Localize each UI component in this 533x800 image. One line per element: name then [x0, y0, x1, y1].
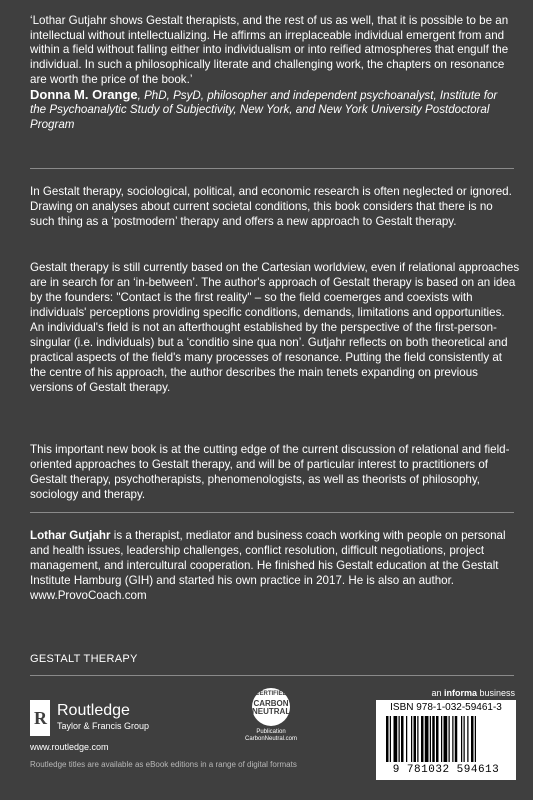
description-paragraph-1: In Gestalt therapy, sociological, political, and economic research is often neglected or ignored. Drawing on analyses about current societal conditions, this book considers that there is no such thing as a ‘postmodern’ therapy and offers a new approach to Gestalt therapy. — [30, 185, 512, 228]
isbn-number: ISBN 978-1-032-59461-3 — [390, 702, 502, 713]
ebook-note: Routledge titles are available as eBook editions in a range of digital formats — [30, 760, 297, 769]
section-divider — [30, 512, 514, 513]
description-paragraph-3: This important new book is at the cutting edge of the current discussion of relational and field-oriented approaches to Gestalt therapy, and will be of particular interest to practitioners of Gestalt therapy, psychotherapists, phenomenologists, as well as theorists of philosophy, sociology and therapy. — [30, 443, 510, 501]
endorsement-blurb — [30, 14, 514, 133]
subject-category: GESTALT THERAPY — [30, 653, 138, 665]
author-bio-text: is a therapist, mediator and business coach working with people on personal and health issues, leadership challenges, conflict resolution, difficult negotiations, project management, and intercultural cooperation. He finished his Gestalt education at the Gestalt Institute Hamburg (GIH) and started his own practice in 2017. He is also an author. www.ProvoCoach.com — [30, 529, 506, 602]
carbon-neutral-icon: CERTIFIED CARBON NEUTRAL — [252, 688, 290, 726]
publisher-name: Routledge — [57, 702, 130, 719]
barcode-digits: 9 781032 594613 — [392, 764, 500, 776]
publisher-website: www.routledge.com — [30, 742, 109, 752]
publisher-logo — [30, 700, 190, 752]
routledge-r-icon: R — [30, 700, 50, 736]
footer-divider — [30, 675, 514, 676]
endorsement-attribution — [30, 88, 514, 133]
carbon-label: Publication — [256, 729, 286, 735]
endorser-affiliation: , PhD, PsyD, philosopher and independent psychoanalyst, Institute for the Psychoanalytic Study of Subjectivity, New York, and New York University Postdoctoral Program — [30, 88, 498, 131]
carbon-neutral-badge — [236, 688, 306, 758]
informa-business-mark: an informa business — [431, 688, 515, 698]
endorsement-quote: ‘Lothar Gutjahr shows Gestalt therapists, and the rest of us as well, that it is possible to be an intellectual without intellectualizing. He affirms an irreplaceable individual emergent from and within a field without falling either into individualism or into reified atmospheres that engulf the individual. In such a philosophically literate and challenging work, the chapters on resonance are worth the price of the book.’ — [30, 14, 509, 86]
author-bio — [30, 528, 520, 603]
carbon-website: CarbonNeutral.com — [244, 736, 298, 742]
section-divider — [30, 168, 514, 169]
isbn-barcode — [376, 700, 516, 780]
publisher-group: Taylor & Francis Group — [57, 721, 150, 731]
barcode-icon — [386, 716, 506, 762]
description-paragraph-2: Gestalt therapy is still currently based on the Cartesian worldview, even if relational approaches are in search for an ‘in-between’. The author's approach of Gestalt therapy is based on an idea by the founders: "Contact is the first reality" – so the field coemerges and coexists with individuals' perceptions providing specific conditions, demands, limitations and opportunities. An individual's field is not an afterthought established by the perspective of the first-person-singular (i.e. individuals) but a ‘conditio sine qua non’. Gutjahr reflects on both theoretical and practical aspects of the field's many processes of resonance. Putting the field consistently at the centre of his approach, the author describes the main tenets expanding on previous versions of Gestalt therapy. — [30, 261, 520, 394]
endorser-name: Donna M. Orange — [30, 86, 138, 102]
author-name: Lothar Gutjahr — [30, 529, 111, 542]
